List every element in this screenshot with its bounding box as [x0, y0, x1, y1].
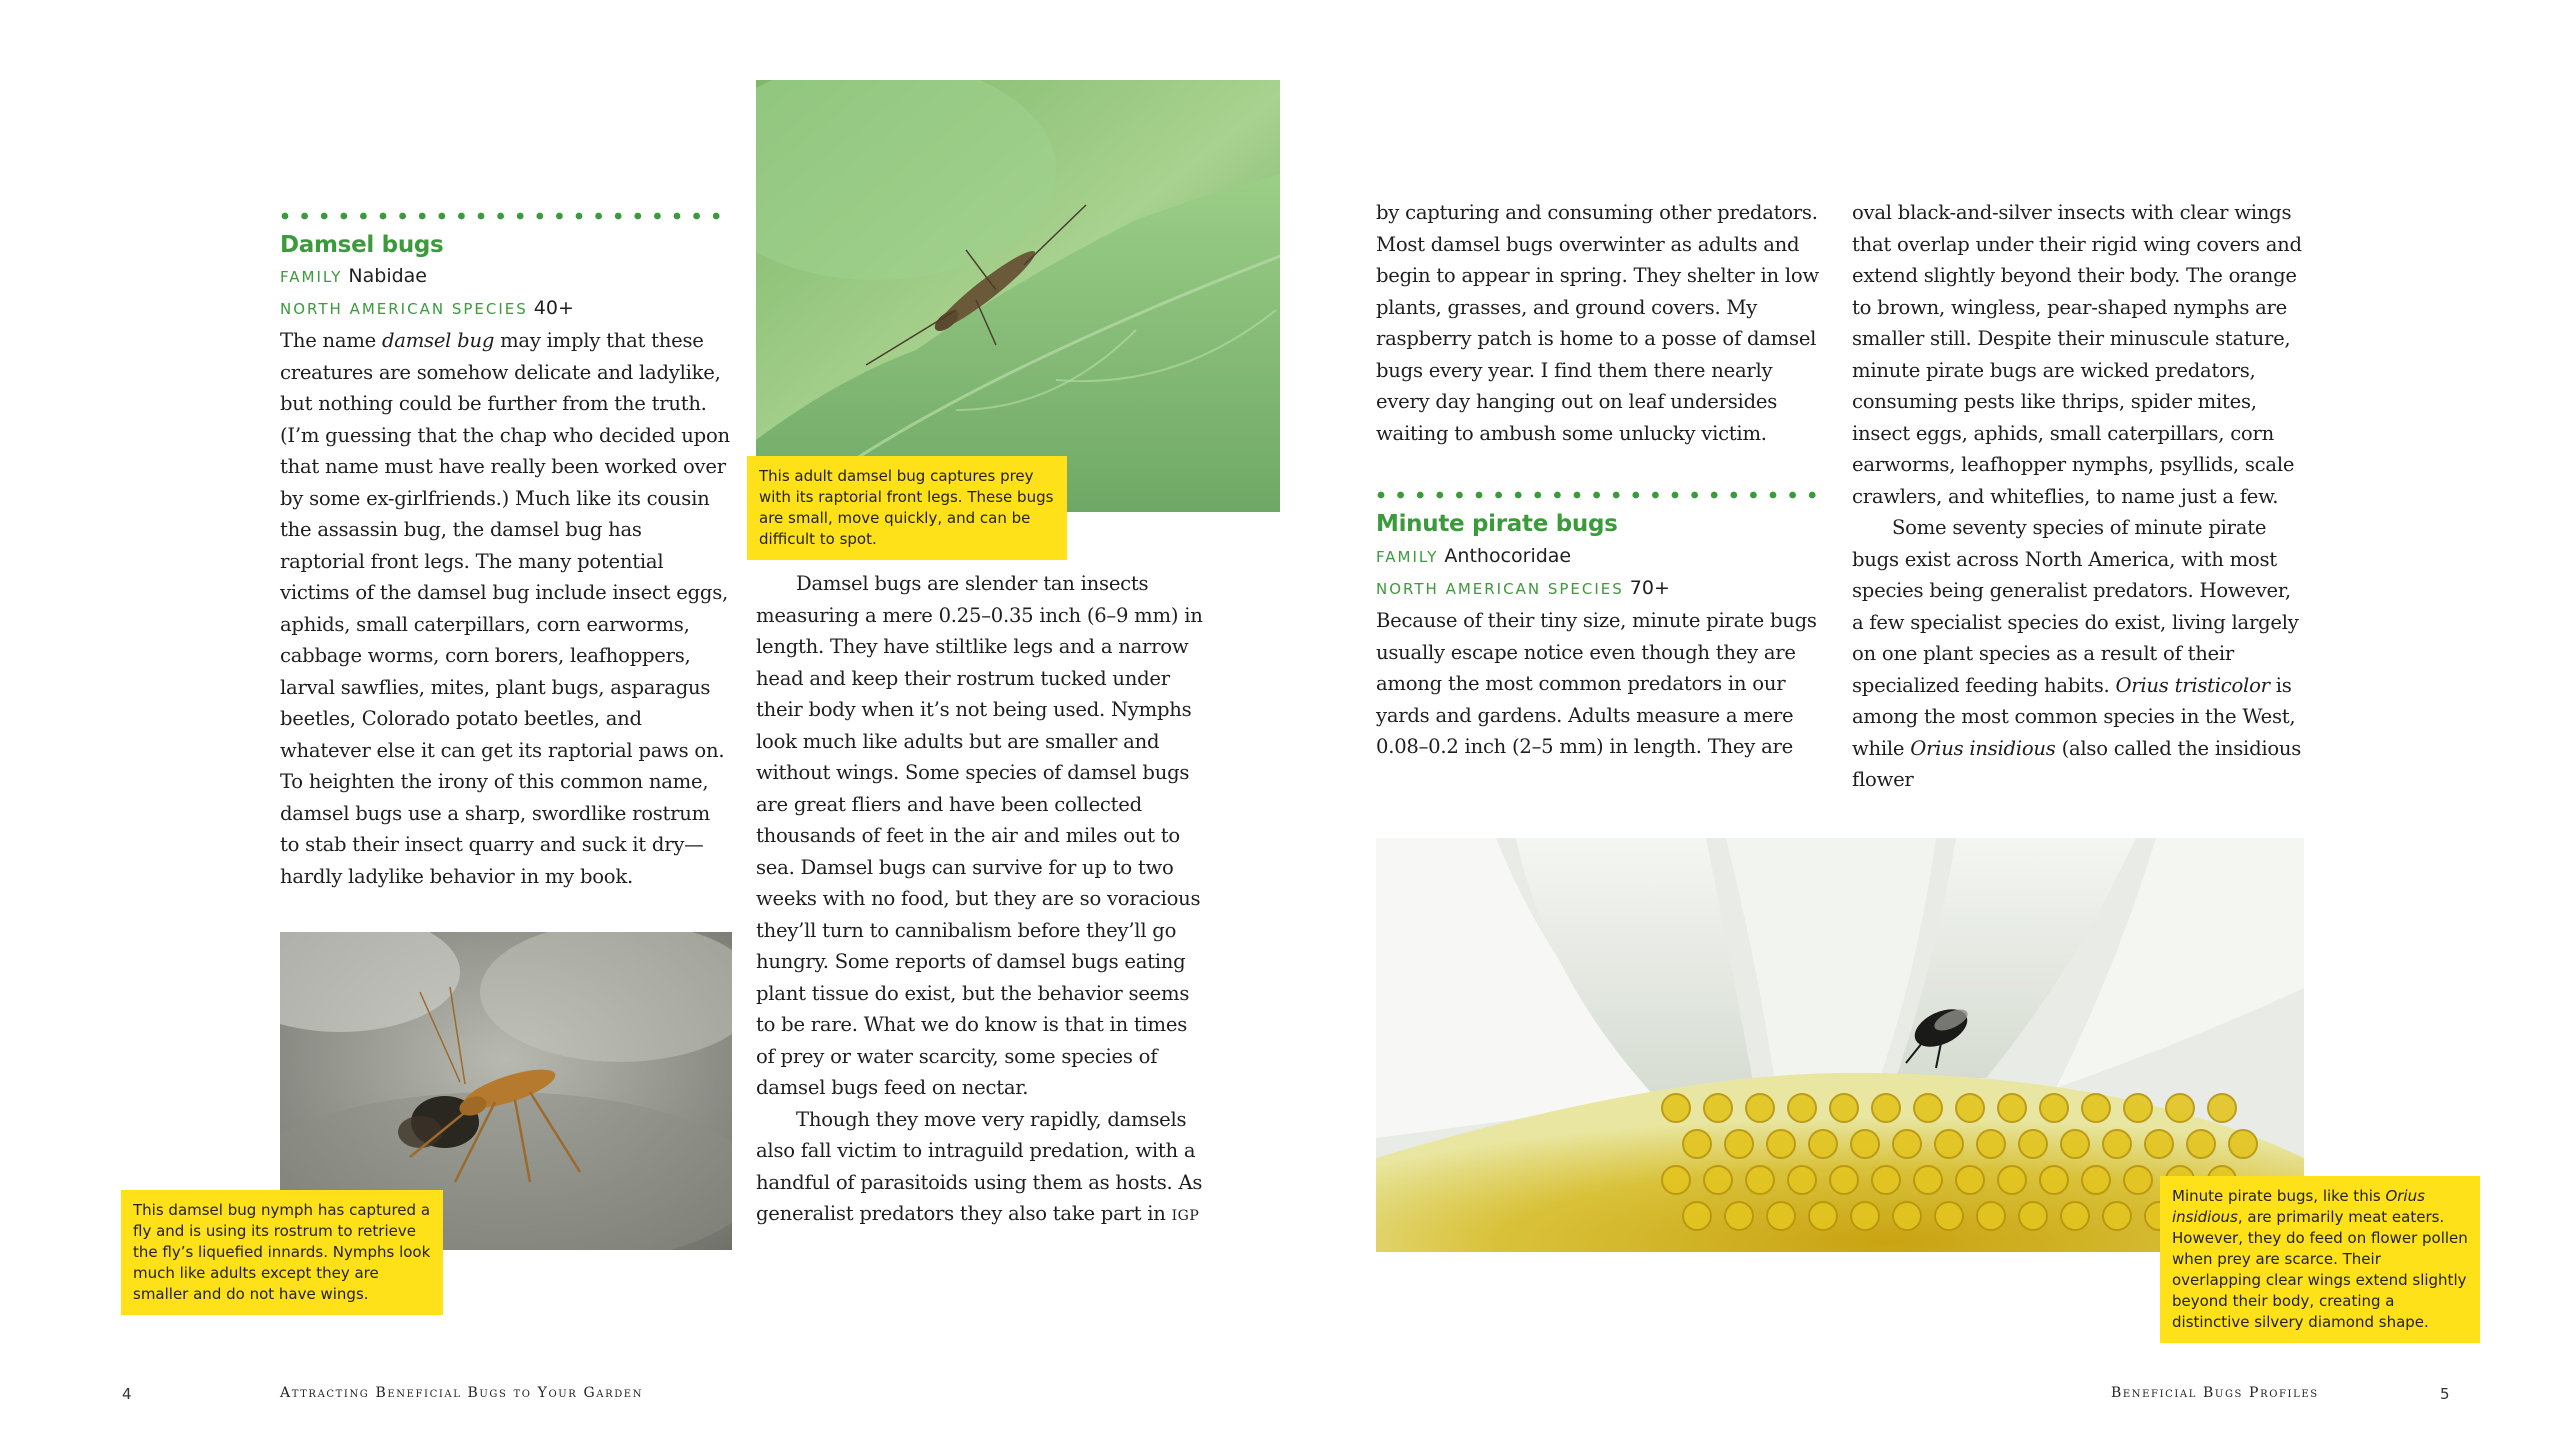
text-run: may imply that these creatures are somehow delicate and ladylike, but nothing could be further from the truth. (I’m guessing that the chap who decided upon that name must have really been worked over by some ex-girlfriends.) Much like its cousin the assassin bug, the damsel bug has raptorial front legs. The many potential victims of the damsel bug include insect eggs, aphids, small caterpillars, corn earworms, cabbage worms, corn borers, leafhoppers, larval sawflies, mites, plant bugs, asparagus beetles, Colorado potato beetles, and whatever else it can get its raptorial paws on. To heighten the irony of this common name, damsel bugs use a sharp, swordlike rostrum to stab their insect quarry and suck it dry—hardly ladylike behavior in my book.: [280, 329, 730, 888]
emphasis: Orius tristicolor: [2115, 673, 2270, 697]
family-label: FAMILY: [280, 268, 343, 286]
section-title-minute-pirate-bugs: Minute pirate bugs: [1376, 511, 1618, 537]
running-head-right: Beneficial Bugs Profiles: [2111, 1385, 2319, 1401]
paragraph: oval black-and-silver insects with clear wings that overlap under their rigid wing covers and extend slightly beyond their body. The orange to brown, wingless, pear-shaped nymphs are smaller still. Despite their minuscule stature, minute pirate bugs are wicked predators, consuming pests like thrips, spider mites, insect eggs, aphids, small caterpillars, corn earworms, leafhopper nymphs, psyllids, scale crawlers, and whiteflies, to name just a few.: [1852, 201, 2302, 508]
page-number-right: 5: [2440, 1385, 2450, 1403]
family-line: [280, 261, 427, 292]
photo-caption-right: [2160, 1176, 2480, 1343]
text-run: , are primarily meat eaters. However, they do feed on flower pollen when prey are scarce. Their overlapping clear wings extend slightly beyond their body, creating a distinctive silvery diamond shape.: [2172, 1208, 2468, 1331]
right-page: [1280, 0, 2560, 1440]
section-divider-dots: [1376, 489, 1828, 501]
paragraph: [280, 325, 732, 892]
photo-damsel-bug-on-leaf: [756, 80, 1298, 512]
text-run: Minute pirate bugs, like this: [2172, 1187, 2386, 1205]
emphasis: damsel bug: [381, 329, 495, 352]
photo-caption-bottom: This damsel bug nymph has captured a fly and is using its rostrum to retrieve the fly’s liquefied innards. Nymphs look much like adults except they are smaller and do not have wings.: [121, 1190, 443, 1315]
body-column-1: [280, 325, 732, 892]
text-run: Some seventy species of minute pirate bugs exist across North America, with most species being generalist predators. However, a few specialist species do exist, living largely on one plant species as a result of their specialized feeding habits.: [1852, 516, 2299, 697]
section-title-damsel-bugs: Damsel bugs: [280, 232, 444, 258]
body-column-3: [1376, 197, 1828, 449]
body-column-3b: [1376, 605, 1828, 763]
running-head-left: Attracting Beneficial Bugs to Your Garden: [280, 1385, 644, 1401]
paragraph: [756, 1104, 1208, 1230]
small-caps-term: igp: [1171, 1202, 1200, 1225]
text-run: is among the most common species in the West, while: [1852, 673, 2296, 760]
species-line: [1376, 573, 1670, 604]
text-run: Though they move very rapidly, damsels also fall victim to intraguild predation, with a handful of parasitoids using them as hosts. As generalist predators they also take part in: [756, 1107, 1203, 1225]
paragraph: by capturing and consuming other predators. Most damsel bugs overwinter as adults and begin to appear in spring. They shelter in low plants, grasses, and ground covers. My raspberry patch is home to a posse of damsel bugs every year. I find them there nearly every day hanging out on leaf undersides waiting to ambush some unlucky victim.: [1376, 201, 1819, 445]
photo-caption-top: This adult damsel bug captures prey with its raptorial front legs. These bugs are small, move quickly, and can be difficult to spot.: [747, 456, 1067, 560]
species-value: 70+: [1629, 577, 1670, 599]
text-run: The name: [280, 329, 382, 352]
species-value: 40+: [533, 297, 574, 319]
text-run: (also called the insidious flower: [1852, 736, 2302, 791]
emphasis: Orius insidious: [1910, 736, 2056, 760]
species-label: NORTH AMERICAN SPECIES: [1376, 580, 1624, 598]
species-line: [280, 293, 574, 324]
body-column-2: [756, 568, 1208, 1230]
paragraph: [1852, 512, 2304, 796]
page-number-left: 4: [122, 1385, 132, 1403]
section-divider-dots: [280, 210, 732, 222]
family-value: Anthocoridae: [1444, 545, 1572, 567]
emphasis: Orius insidious: [2172, 1187, 2425, 1226]
paragraph: Damsel bugs are slender tan insects measuring a mere 0.25–0.35 inch (6–9 mm) in length. They have stiltlike legs and a narrow head and keep their rostrum tucked under their body when it’s not being used. Nymphs look much like adults but are smaller and without wings. Some species of damsel bugs are great fliers and have been collected thousands of feet in the air and miles out to sea. Damsel bugs can survive for up to two weeks with no food, but they are so voracious they’ll turn to cannibalism before they’ll go hungry. Some reports of damsel bugs eating plant tissue do exist, but the behavior seems to be rare. What we do know is that in times of prey or water scarcity, some species of damsel bugs feed on nectar.: [756, 572, 1203, 1099]
species-label: NORTH AMERICAN SPECIES: [280, 300, 528, 318]
family-label: FAMILY: [1376, 548, 1439, 566]
paragraph: Because of their tiny size, minute pirate bugs usually escape notice even though they are among the most common predators in our yards and gardens. Adults measure a mere 0.08–0.2 inch (2–5 mm) in length. They are: [1376, 609, 1817, 758]
family-value: Nabidae: [348, 265, 427, 287]
family-line: [1376, 541, 1571, 572]
body-column-4: [1852, 197, 2304, 796]
